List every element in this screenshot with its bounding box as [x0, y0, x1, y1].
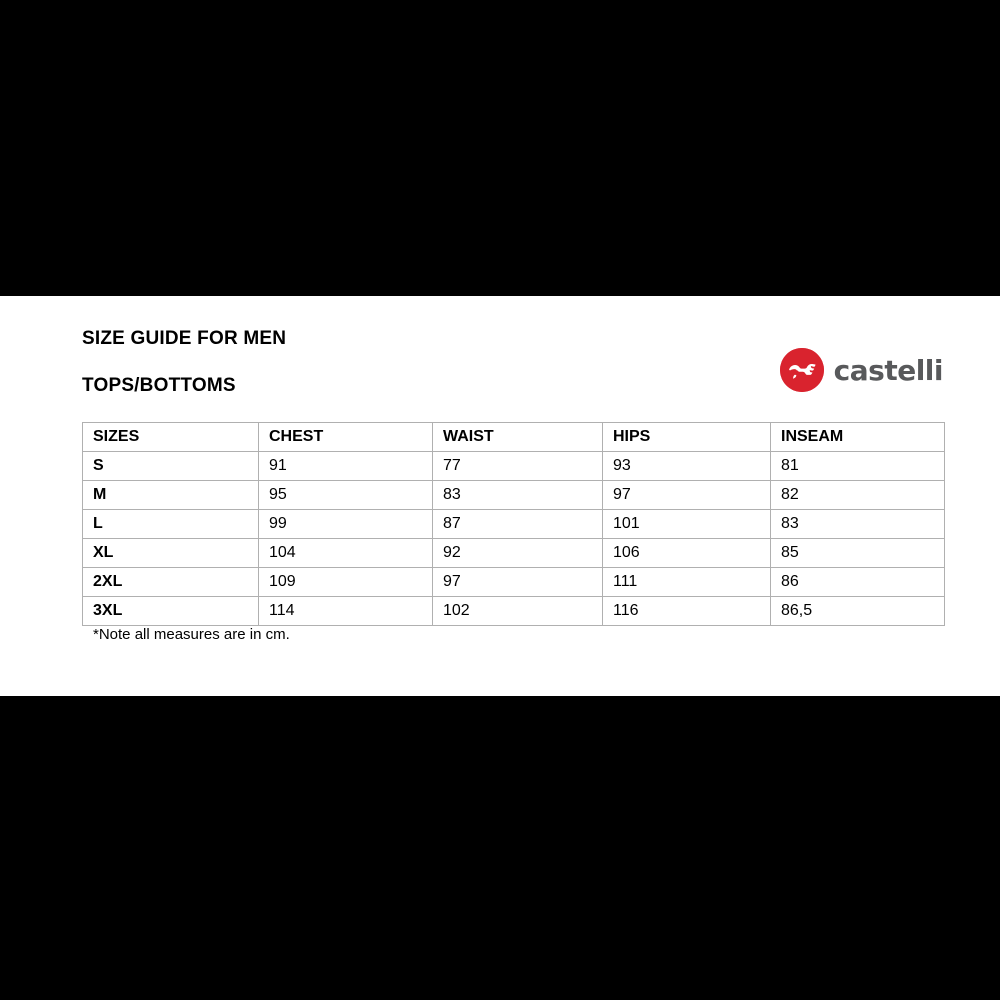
- cell-hips: 106: [603, 539, 771, 568]
- cell-chest: 114: [259, 597, 433, 626]
- brand-wordmark: castelli: [833, 353, 943, 387]
- page-subtitle: TOPS/BOTTOMS: [82, 375, 236, 396]
- cell-size: 2XL: [83, 568, 259, 597]
- cell-hips: 111: [603, 568, 771, 597]
- size-chart-table: [82, 422, 945, 626]
- column-header-chest: CHEST: [259, 423, 433, 452]
- cell-inseam: 86: [771, 568, 945, 597]
- brand-logo: [780, 348, 943, 392]
- cell-waist: 97: [433, 568, 603, 597]
- cell-inseam: 82: [771, 481, 945, 510]
- table-body: [83, 452, 945, 626]
- table-row: [83, 452, 945, 481]
- cell-inseam: 83: [771, 510, 945, 539]
- column-header-waist: WAIST: [433, 423, 603, 452]
- table-row: [83, 510, 945, 539]
- column-header-hips: HIPS: [603, 423, 771, 452]
- cell-inseam: 85: [771, 539, 945, 568]
- size-guide-sheet: [0, 296, 1000, 696]
- cell-size: 3XL: [83, 597, 259, 626]
- table-header-row: [83, 423, 945, 452]
- cell-chest: 91: [259, 452, 433, 481]
- cell-waist: 92: [433, 539, 603, 568]
- table-row: [83, 597, 945, 626]
- cell-hips: 93: [603, 452, 771, 481]
- cell-size: L: [83, 510, 259, 539]
- cell-size: S: [83, 452, 259, 481]
- cell-inseam: 86,5: [771, 597, 945, 626]
- cell-chest: 95: [259, 481, 433, 510]
- table-row: [83, 568, 945, 597]
- cell-size: XL: [83, 539, 259, 568]
- cell-hips: 97: [603, 481, 771, 510]
- cell-hips: 101: [603, 510, 771, 539]
- cell-size: M: [83, 481, 259, 510]
- cell-chest: 104: [259, 539, 433, 568]
- cell-inseam: 81: [771, 452, 945, 481]
- column-header-sizes: SIZES: [83, 423, 259, 452]
- cell-waist: 77: [433, 452, 603, 481]
- cell-waist: 83: [433, 481, 603, 510]
- table-header: [83, 423, 945, 452]
- column-header-inseam: INSEAM: [771, 423, 945, 452]
- cell-waist: 87: [433, 510, 603, 539]
- cell-chest: 109: [259, 568, 433, 597]
- measurement-note: *Note all measures are in cm.: [93, 626, 290, 643]
- table-row: [83, 539, 945, 568]
- cell-chest: 99: [259, 510, 433, 539]
- castelli-scorpion-icon: [780, 348, 824, 392]
- cell-hips: 116: [603, 597, 771, 626]
- page-title: SIZE GUIDE FOR MEN: [82, 328, 287, 349]
- table-row: [83, 481, 945, 510]
- cell-waist: 102: [433, 597, 603, 626]
